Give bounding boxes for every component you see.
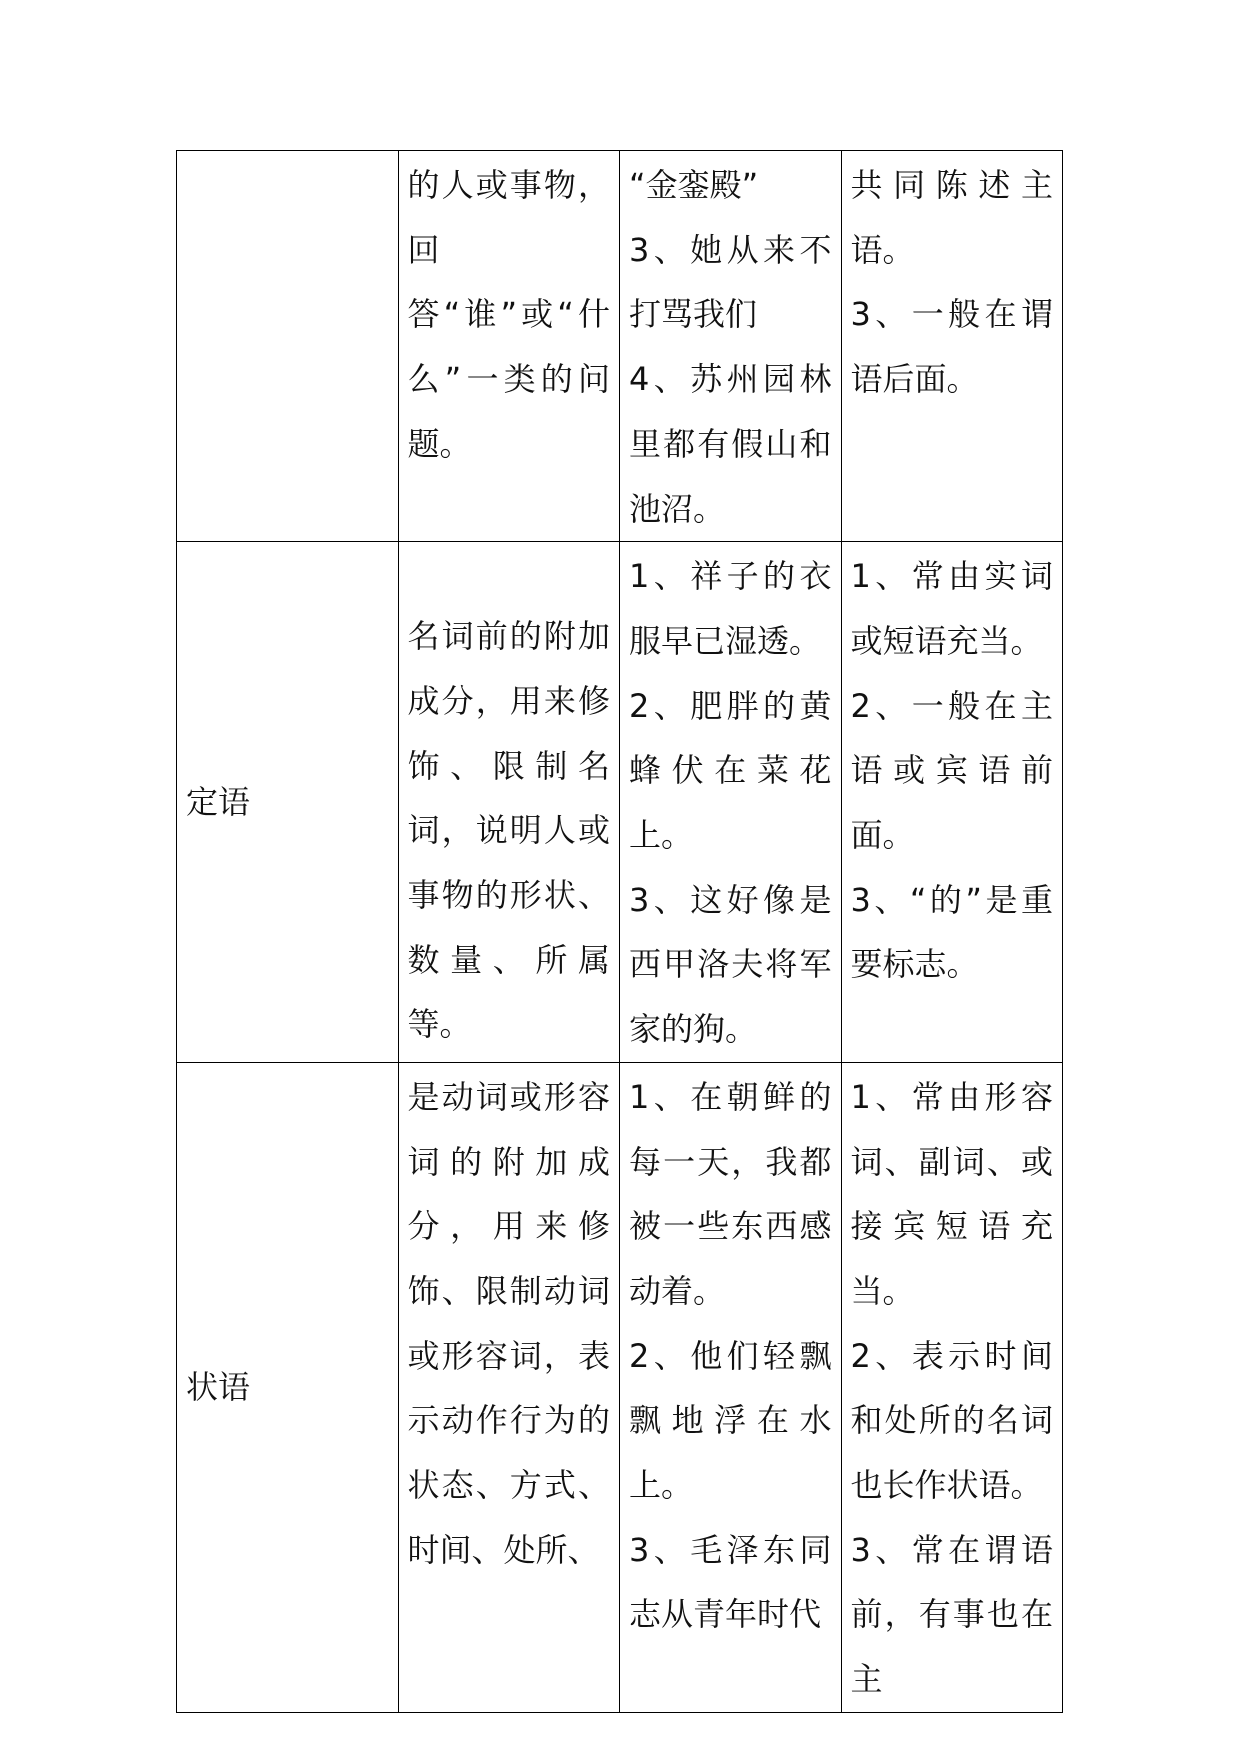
notes-cell xyxy=(841,151,1063,542)
definition-cell xyxy=(398,151,620,542)
example-text: 2、肥胖的黄蜂伏在菜花上。 xyxy=(629,686,832,855)
definition-cell xyxy=(398,542,620,1063)
definition-cell xyxy=(398,1062,620,1712)
example-text: 1、祥子的衣服早已湿透。 xyxy=(629,557,832,660)
example-text: 1、在朝鲜的每一天，我都被一些东西感动着。 xyxy=(629,1077,832,1310)
notes-cell xyxy=(841,542,1063,1063)
example-text: 4、苏州园林里都有假山和池沼。 xyxy=(629,360,832,528)
note-text: 2、表示时间和处所的名词也长作状语。 xyxy=(850,1336,1053,1505)
note-text: 3、“的”是重要标志。 xyxy=(850,880,1053,984)
example-text: 3、她从来不打骂我们 xyxy=(629,230,832,334)
example-text: 3、毛泽东同志从青年时代 xyxy=(629,1530,832,1634)
example-text: 3、这好像是西甲洛夫将军家的狗。 xyxy=(629,880,832,1049)
example-text: 2、他们轻飘飘地浮在水上。 xyxy=(629,1336,832,1505)
row-label: 定语 xyxy=(177,542,399,1063)
definition-text: 的人或事物，回答“谁”或“什么”一类的问题。 xyxy=(407,166,610,463)
grammar-table xyxy=(176,150,1063,1713)
note-text: 3、常在谓语前，有事也在主 xyxy=(850,1530,1053,1699)
table-row xyxy=(177,151,1063,542)
examples-cell xyxy=(620,1062,842,1712)
examples-cell xyxy=(620,151,842,542)
notes-cell xyxy=(841,1062,1063,1712)
definition-text: 是动词或形容词的附加成分，用来修饰、限制动词或形容词，表示动作行为的状态、方式、时间、处所、 xyxy=(407,1077,610,1569)
note-text: 1、常由实词或短语充当。 xyxy=(850,557,1053,660)
row-label xyxy=(177,151,399,542)
row-label: 状语 xyxy=(177,1062,399,1712)
example-text: “金銮殿” xyxy=(629,166,759,204)
note-text: 3、一般在谓语后面。 xyxy=(850,295,1053,399)
table-row xyxy=(177,542,1063,1063)
examples-cell xyxy=(620,542,842,1063)
note-text: 共同陈述主语。 xyxy=(850,166,1053,269)
note-text: 2、一般在主语或宾语前面。 xyxy=(850,686,1053,855)
definition-text: 名词前的附加成分，用来修饰、限制名词，说明人或事物的形状、数量、所属等。 xyxy=(407,617,610,1044)
table-row xyxy=(177,1062,1063,1712)
note-text: 1、常由形容词、副词、或接宾短语充当。 xyxy=(850,1077,1053,1310)
